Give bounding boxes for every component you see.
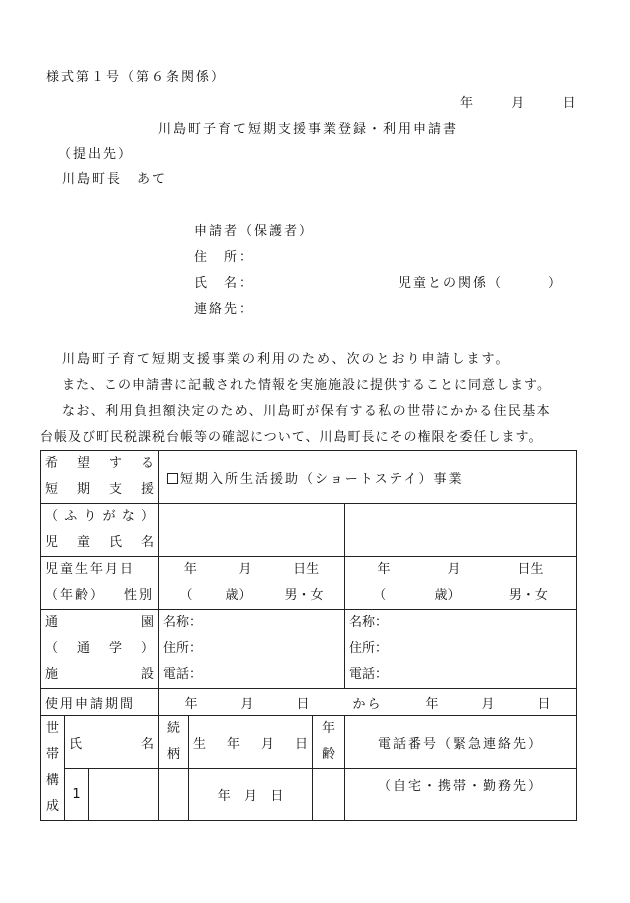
applicant-address-label: 住 所：: [194, 250, 255, 265]
date-month: 月: [511, 96, 525, 111]
hh-relation-header: 続 柄: [159, 716, 189, 769]
statement-line-1: 川島町子育て短期支援事業の利用のため、次のとおり申請します。: [62, 352, 511, 367]
page-title: 川島町子育て短期支援事業登録・利用申請書: [158, 122, 459, 137]
hh-row-name-field[interactable]: [89, 769, 159, 821]
child-birth-label: 児童生年月日 （年齢） 性別: [41, 557, 159, 610]
child-birth-field-2[interactable]: 年 月 日生 （ 歳） 男・女: [345, 557, 577, 610]
statement-line-3: なお、利用負担額決定のため、川島町が保有する私の世帯にかかる住民基本: [62, 404, 552, 419]
usage-period-field[interactable]: 年 月 日 から 年 月 日: [159, 689, 577, 716]
hh-age-header: 年 齢: [313, 716, 345, 769]
hh-phone-header: 電話番号（緊急連絡先）: [345, 716, 577, 769]
applicant-heading: 申請者（保護者）: [194, 224, 315, 239]
date-line: [460, 96, 576, 112]
school-field-2[interactable]: 名称： 住所： 電話：: [345, 610, 577, 689]
child-name-label: （ ふ り が な ） 児 童 氏 名: [41, 504, 159, 557]
hh-row-age-field[interactable]: [313, 769, 345, 821]
submit-to-label: （提出先）: [58, 147, 134, 162]
date-day: 日: [562, 96, 576, 111]
application-table: [40, 450, 577, 821]
child-name-field-1[interactable]: [159, 504, 345, 557]
child-birth-field-1[interactable]: 年 月 日生 （ 歳） 男・女: [159, 557, 345, 610]
school-field-1[interactable]: 名称： 住所： 電話：: [159, 610, 345, 689]
date-year: 年: [460, 96, 474, 111]
hh-row-phone-field[interactable]: （自宅・携帯・勤務先）: [345, 769, 577, 821]
statement-line-4: 台帳及び町民税課税台帳等の確認について、川島町長にその権限を委任します。: [40, 430, 543, 445]
wish-support-label: 希 望 す る 短 期 支 援: [41, 451, 159, 504]
form-number: 様式第１号（第６条関係）: [46, 70, 227, 85]
service-checkbox[interactable]: [167, 473, 178, 484]
hh-row-birth-field[interactable]: 年 月 日: [189, 769, 313, 821]
statement-line-2: また、この申請書に記載された情報を実施施設に提供することに同意します。: [62, 378, 551, 393]
hh-row-relation-field[interactable]: [159, 769, 189, 821]
service-option[interactable]: [159, 451, 577, 504]
addressee: 川島町長 あて: [62, 172, 168, 187]
service-option-label: 短期入所生活援助（ショートステイ）事業: [180, 471, 464, 487]
usage-period-label: 使用申請期間: [41, 689, 159, 716]
child-name-field-2[interactable]: [345, 504, 577, 557]
hh-row-number: 1: [65, 769, 89, 821]
applicant-name-label: 氏 名：: [194, 276, 255, 291]
child-relation-label: 児童との関係（ ）: [398, 276, 564, 291]
hh-birth-header: 生 年 月 日: [189, 716, 313, 769]
applicant-contact-label: 連絡先：: [194, 302, 255, 317]
household-label: 世 帯 構 成: [41, 716, 65, 821]
hh-name-header: 氏 名: [65, 716, 159, 769]
school-facility-label: 通 園 （ 通 学 ） 施 設: [41, 610, 159, 689]
